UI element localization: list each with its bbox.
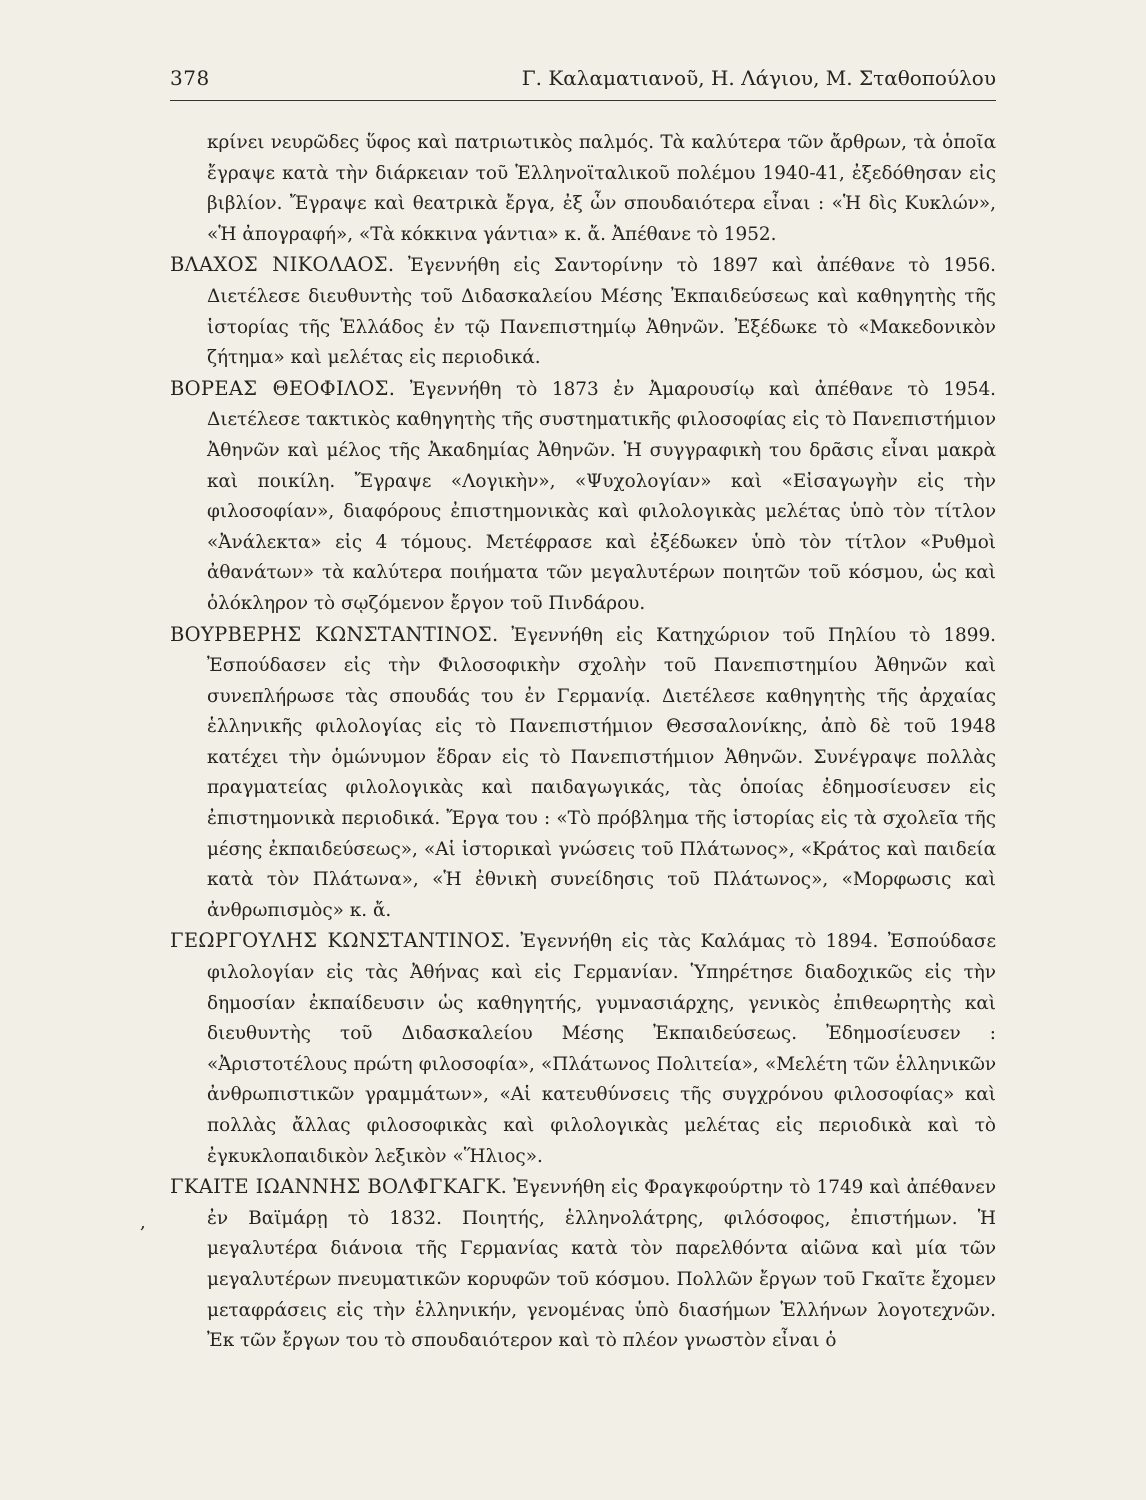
entry (170, 620, 996, 927)
entry-name: ΒΟΡΕΑΣ ΘΕΟΦΙΛΟΣ. (170, 376, 396, 400)
body-text (170, 128, 996, 1357)
entry-name: ΒΛΑΧΟΣ ΝΙΚΟΛΑΟΣ. (170, 253, 395, 277)
header-rule (170, 100, 996, 101)
entry (170, 250, 996, 373)
entry-name: ΓΕΩΡΓΟΥΛΗΣ ΚΩΝΣΤΑΝΤΙΝΟΣ. (170, 929, 511, 953)
page-number: 378 (170, 66, 210, 90)
page-header (170, 66, 996, 96)
entry (170, 926, 996, 1172)
entry-text: Ἐγεννήθη εἰς Σαντορίνην τὸ 1897 καὶ ἀπέθανε τὸ 1956. Διετέλεσε διευθυντὴς τοῦ Διδασκαλείου Μέσης Ἐκπαιδεύσεως καὶ καθηγητὴς τῆς ἱστορίας τῆς Ἑλλάδος ἐν τῷ Πανεπιστημίῳ Ἀθηνῶν. Ἐξέδωκε τὸ «Μακεδονικὸν ζήτημα» καὶ μελέτας εἰς περιοδικά. (207, 255, 996, 369)
entry-name: ΒΟΥΡΒΕΡΗΣ ΚΩΝΣΤΑΝΤΙΝΟΣ. (170, 622, 499, 646)
entry (170, 1172, 996, 1357)
margin-mark: , (140, 1212, 146, 1233)
entry (170, 374, 996, 620)
entry-text: Ἐγεννήθη εἰς τὰς Καλάμας τὸ 1894. Ἐσπούδασε φιλολογίαν εἰς τὰς Ἀθήνας καὶ εἰς Γερμανίαν. Ὑπηρέτησε διαδοχικῶς εἰς τὴν δημοσίαν ἐκπαίδευσιν ὡς καθηγητής, γυμνασιάρχης, γενικὸς ἐπιθεωρητὴς καὶ διευθυντὴς τοῦ Διδασκαλείου Μέσης Ἐκπαιδεύσεως. Ἐδημοσίευσεν : «Ἀριστοτέλους πρώτη φιλοσοφία», «Πλάτωνος Πολιτεία», «Μελέτη τῶν ἑλληνικῶν ἀνθρωπιστικῶν γραμμάτων», «Αἱ κατευθύνσεις τῆς συγχρόνου φιλοσοφίας» καὶ πολλὰς ἄλλας φιλοσοφικὰς καὶ φιλολογικὰς μελέτας εἰς περιοδικὰ καὶ τὸ ἐγκυκλοπαιδικὸν λεξικὸν «Ἥλιος». (207, 931, 996, 1167)
entry-text: Ἐγεννήθη εἰς Κατηχώριον τοῦ Πηλίου τὸ 1899. Ἐσπούδασεν εἰς τὴν Φιλοσοφικὴν σχολὴν τοῦ Πανεπιστημίου Ἀθηνῶν καὶ συνεπλήρωσε τὰς σπουδάς του ἐν Γερμανίᾳ. Διετέλεσε καθηγητὴς τῆς ἀρχαίας ἑλληνικῆς φιλολογίας εἰς τὸ Πανεπιστήμιον Θεσσαλονίκης, ἀπὸ δὲ τοῦ 1948 κατέχει τὴν ὁμώνυμον ἕδραν εἰς τὸ Πανεπιστήμιον Ἀθηνῶν. Συνέγραψε πολλὰς πραγματείας φιλολογικὰς καὶ παιδαγωγικάς, τὰς ὁποίας ἐδημοσίευσεν εἰς ἐπιστημονικὰ περιοδικά. Ἔργα του : «Τὸ πρόβλημα τῆς ἱστορίας εἰς τὰ σχολεῖα τῆς μέσης ἐκπαιδεύσεως», «Αἱ ἱστορικαὶ γνώσεις τοῦ Πλάτωνος», «Κράτος καὶ παιδεία κατὰ τὸν Πλάτωνα», «Ἡ ἐθνικὴ συνείδησις τοῦ Πλάτωνος», «Μορφωσις καὶ ἀνθρωπισμὸς» κ. ἄ. (207, 624, 996, 921)
entry-text: Ἐγεννήθη εἰς Φραγκφούρτην τὸ 1749 καὶ ἀπέθανεν ἐν Βαϊμάρῃ τὸ 1832. Ποιητής, ἑλληνολάτρης, φιλόσοφος, ἐπιστήμων. Ἡ μεγαλυτέρα διάνοια τῆς Γερμανίας κατὰ τὸν παρελθόντα αἰῶνα καὶ μία τῶν μεγαλυτέρων πνευματικῶν κορυφῶν τοῦ κόσμου. Πολλῶν ἔργων τοῦ Γκαῖτε ἔχομεν μεταφράσεις εἰς τὴν ἑλληνικήν, γενομένας ὑπὸ διασήμων Ἑλλήνων λογοτεχνῶν. Ἐκ τῶν ἔργων του τὸ σπουδαιότερον καὶ τὸ πλέον γνωστὸν εἶναι ὁ (207, 1177, 996, 1352)
entry-name: ΓΚΑΙΤΕ ΙΩΑΝΝΗΣ ΒΟΛΦΓΚΑΓΚ. (170, 1175, 508, 1199)
intro-paragraph: κρίνει νευρῶδες ὕφος καὶ πατριωτικὸς παλμός. Τὰ καλύτερα τῶν ἄρθρων, τὰ ὁποῖα ἔγραψε κατὰ τὴν διάρκειαν τοῦ Ἑλληνοϊταλικοῦ πολέμου 1940-41, ἐξεδόθησαν εἰς βιβλίον. Ἔγραψε καὶ θεατρικὰ ἔργα, ἐξ ὧν σπουδαιότερα εἶναι : «Ἡ δὶς Κυκλών», «Ἡ ἀπογραφή», «Τὰ κόκκινα γάντια» κ. ἄ. Ἀπέθανε τὸ 1952. (207, 132, 996, 245)
entry-text: Ἐγεννήθη τὸ 1873 ἐν Ἀμαρουσίῳ καὶ ἀπέθανε τὸ 1954. Διετέλεσε τακτικὸς καθηγητὴς τῆς συστηματικῆς φιλοσοφίας εἰς τὸ Πανεπιστήμιον Ἀθηνῶν καὶ μέλος τῆς Ἀκαδημίας Ἀθηνῶν. Ἡ συγγραφικὴ του δρᾶσις εἶναι μακρὰ καὶ ποικίλη. Ἔγραψε «Λογικὴν», «Ψυχολογίαν» καὶ «Εἰσαγωγὴν εἰς τὴν φιλοσοφίαν», διαφόρους ἐπιστημονικὰς καὶ φιλολογικὰς μελέτας ὑπὸ τὸν τίτλον «Ἀνάλεκτα» εἰς 4 τόμους. Μετέφρασε καὶ ἐξέδωκεν ὑπὸ τὸν τίτλον «Ρυθμοὶ ἀθανάτων» τὰ καλύτερα ποιήματα τῶν μεγαλυτέρων ποιητῶν τοῦ κόσμου, ὡς καὶ ὁλόκληρον τὸ σῳζόμενον ἔργον τοῦ Πινδάρου. (207, 378, 996, 614)
running-title: Γ. Καλαματιανοῦ, Η. Λάγιου, Μ. Σταθοπούλου (521, 66, 996, 90)
